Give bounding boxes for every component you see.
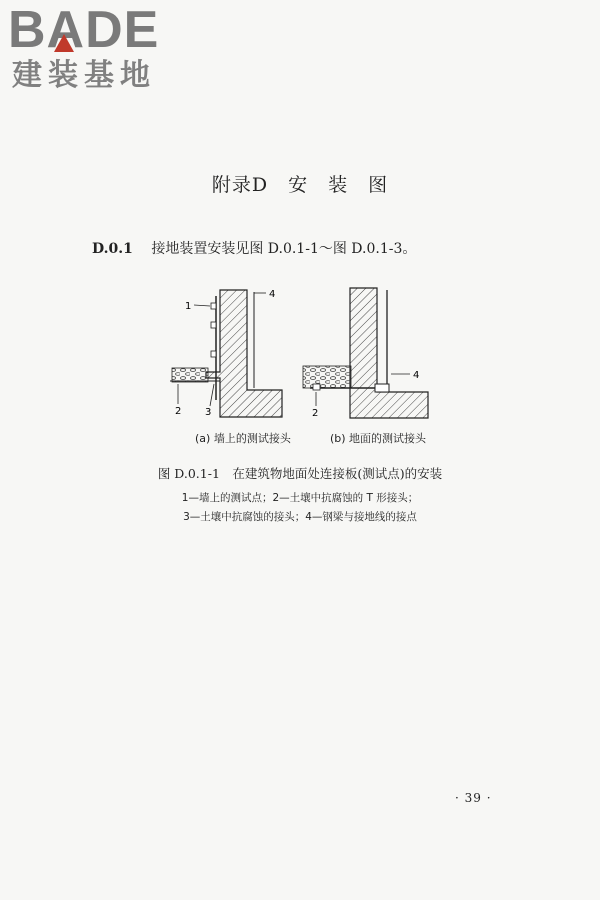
callout-4-b: 4 xyxy=(413,370,420,381)
test-point-a2 xyxy=(211,322,216,328)
clause-text: 接地装置安装见图 D.0.1-1～图 D.0.1-3。 xyxy=(151,241,417,257)
bade-logo xyxy=(8,1,178,96)
test-point-a3 xyxy=(211,351,216,357)
callout-3: 3 xyxy=(205,407,212,418)
callout-2-a: 2 xyxy=(175,406,182,417)
diagram-a xyxy=(170,289,282,418)
subcaption-b: (b) 地面的测试接头 xyxy=(330,432,427,445)
figure-legend-line-2: 3—土壤中抗腐蚀的接头；4—钢梁与接地线的接点 xyxy=(183,511,417,523)
subcaption-a: (a) 墙上的测试接头 xyxy=(195,432,291,445)
installation-figure xyxy=(170,280,440,425)
logo-brand: BADE xyxy=(8,1,160,59)
callout-1: 1 xyxy=(185,301,192,312)
leader-1 xyxy=(194,305,210,306)
leader-3 xyxy=(210,384,214,406)
appendix-title: 附录D 安 装 图 xyxy=(211,174,389,196)
wall-section-b xyxy=(350,288,428,418)
floor-test-box xyxy=(375,384,389,392)
clause-number: D.0.1 xyxy=(92,241,133,257)
figure-legend-line-1: 1—墙上的测试点；2—土壤中抗腐蚀的 T 形接头； xyxy=(181,492,419,504)
diagram-b xyxy=(303,288,428,419)
soil-fill-a xyxy=(172,368,208,382)
test-point-a1 xyxy=(211,303,216,309)
page-number: · 39 · xyxy=(455,791,492,805)
logo-tagline: 建装基地 xyxy=(12,58,156,93)
figure-title: 图 D.0.1-1 在建筑物地面处连接板(测试点)的安装 xyxy=(157,466,443,481)
soil-fill-b xyxy=(303,366,351,388)
logo-accent-shape xyxy=(54,34,74,52)
clause-d-0-1 xyxy=(92,238,416,258)
callout-4-a: 4 xyxy=(269,289,276,300)
ground-test-point-b xyxy=(313,384,320,390)
callout-2-b: 2 xyxy=(312,408,319,419)
wall-section-a xyxy=(206,290,282,417)
